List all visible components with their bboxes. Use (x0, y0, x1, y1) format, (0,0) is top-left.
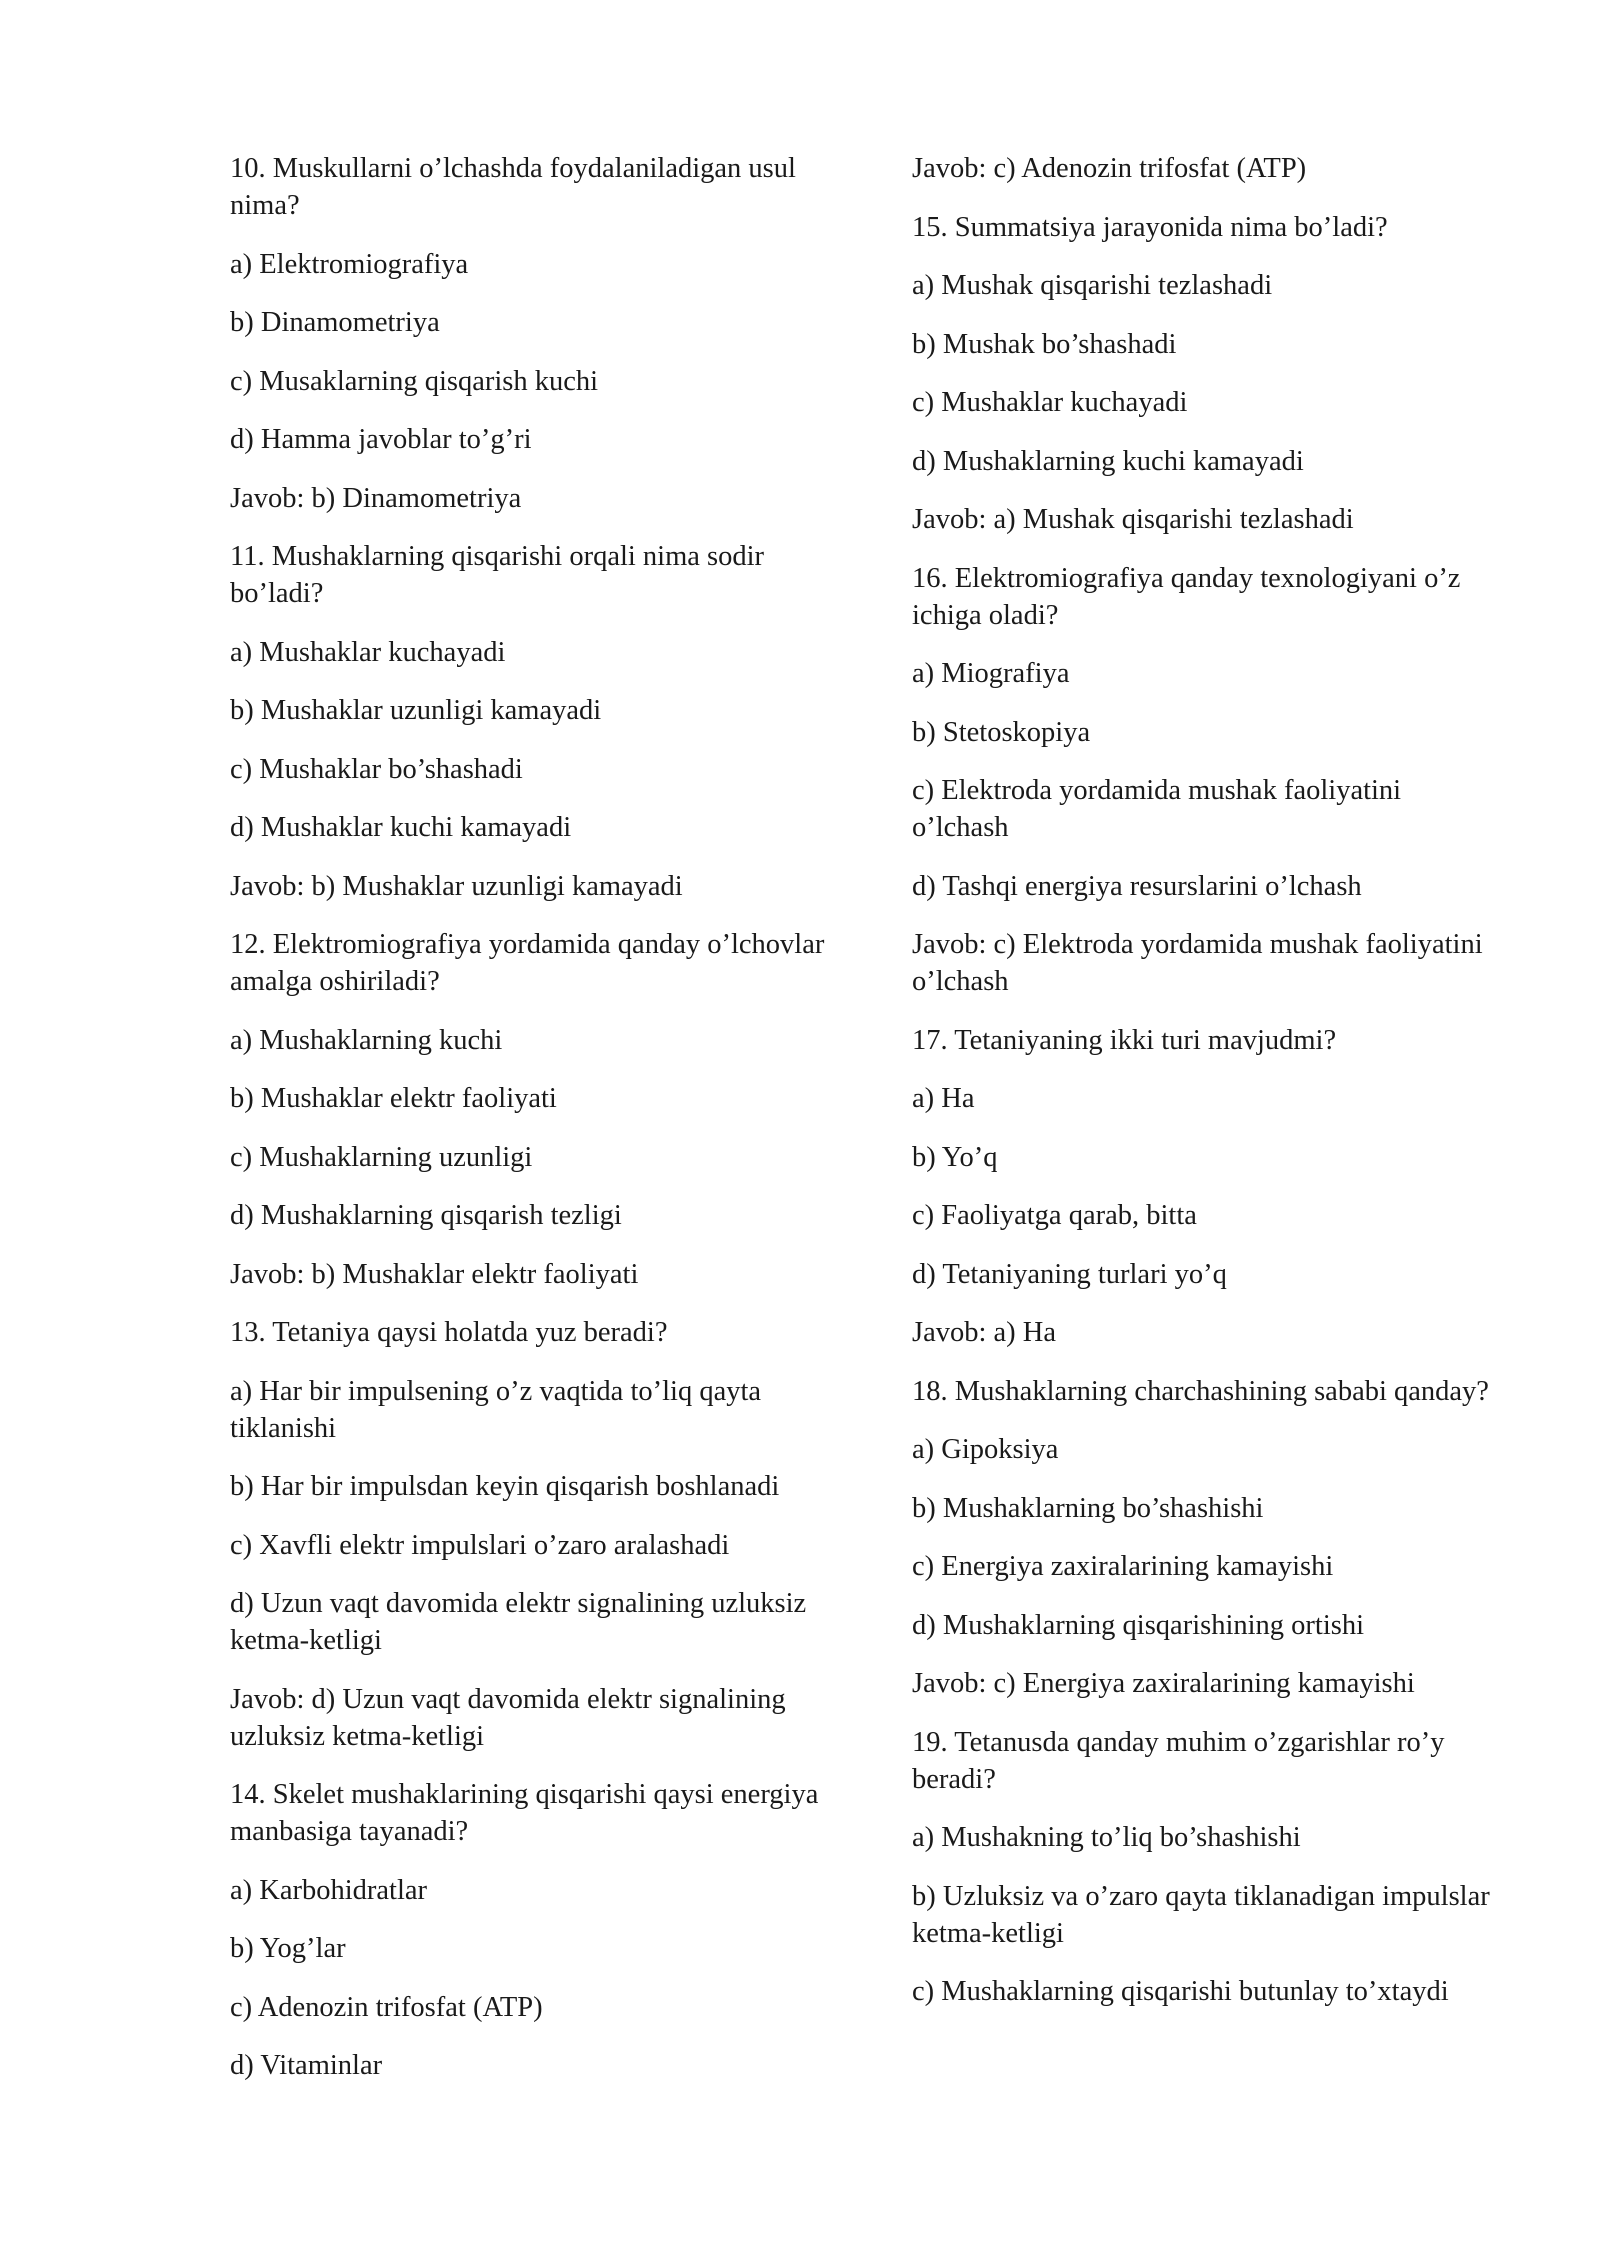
option-text: b) Mushaklarning bo’shashishi (912, 1492, 1264, 1524)
option-text: a) Mushaklar kuchayadi (230, 636, 506, 668)
option-text: a) Karbohidratlar (230, 1874, 428, 1906)
option-text: d) Hamma javoblar to’g’ri (230, 424, 532, 455)
option-text: b) Dinamometriya (230, 307, 440, 338)
option-text: d) Tashqi energiya resurslarini o’lchash (912, 870, 1362, 902)
option-text: c) Mushaklarning qisqarishi butunlay to’xtaydi (912, 1976, 1449, 2007)
option-text: a) Mushak qisqarishi tezlashadi (912, 270, 1273, 301)
option-text: d) Vitaminlar (230, 2050, 383, 2081)
option-text: d) Mushaklar kuchi kamayadi (230, 812, 572, 843)
option-text: d) Uzun vaqt davomida elektr signalining uzluksiz ketma-ketligi (230, 1588, 807, 1656)
option-text: a) Elektromiografiya (230, 248, 469, 280)
option-text: b) Mushaklar uzunligi kamayadi (230, 695, 602, 726)
question-text: 18. Mushaklarning charchashining sababi qanday? (912, 1375, 1489, 1407)
question-text: 13. Tetaniya qaysi holatda yuz beradi? (230, 1317, 668, 1348)
answer-text: Javob: a) Ha (912, 1317, 1057, 1348)
question-text: 12. Elektromiografiya yordamida qanday o’lchovlar amalga oshiriladi? (230, 929, 825, 997)
option-text: c) Faoliyatga qarab, bitta (912, 1200, 1197, 1231)
answer-text: Javob: a) Mushak qisqarishi tezlashadi (912, 504, 1354, 535)
answer-text: Javob: b) Mushaklar elektr faoliyati (230, 1258, 639, 1290)
option-text: a) Har bir impulsening o’z vaqtida to’liq qayta tiklanishi (230, 1375, 762, 1444)
option-text: a) Mushaklarning kuchi (230, 1024, 503, 1056)
answer-text: Javob: c) Energiya zaxiralarining kamayishi (912, 1668, 1415, 1699)
option-text: c) Mushaklar bo’shashadi (230, 753, 523, 785)
left-column (230, 150, 830, 2106)
option-text: d) Mushaklarning kuchi kamayadi (912, 445, 1304, 477)
option-text: a) Mushakning to’liq bo’shashishi (912, 1822, 1301, 1853)
question-text: 19. Tetanusda qanday muhim o’zgarishlar ro’y beradi? (912, 1726, 1445, 1795)
option-text: c) Elektroda yordamida mushak faoliyatini o’lchash (912, 775, 1402, 843)
question-text: 15. Summatsiya jarayonida nima bo’ladi? (912, 211, 1388, 243)
option-text: c) Energiya zaxiralarining kamayishi (912, 1551, 1334, 1582)
option-text: a) Ha (912, 1083, 975, 1114)
option-text: c) Adenozin trifosfat (ATP) (230, 1991, 543, 2023)
option-text: c) Mushaklarning uzunligi (230, 1141, 533, 1173)
option-text: d) Mushaklarning qisqarishining ortishi (912, 1609, 1365, 1641)
question-text: 11. Mushaklarning qisqarishi orqali nima sodir bo’ladi? (230, 541, 765, 609)
option-text: b) Mushak bo’shashadi (912, 328, 1177, 360)
option-text: a) Miografiya (912, 658, 1070, 689)
option-text: b) Yo’q (912, 1141, 998, 1173)
question-text: 17. Tetaniyaning ikki turi mavjudmi? (912, 1024, 1337, 1056)
option-text: c) Musaklarning qisqarish kuchi (230, 365, 599, 397)
question-text: 16. Elektromiografiya qanday texnologiyani o’z ichiga oladi? (912, 562, 1461, 631)
option-text: b) Yog’lar (230, 1933, 346, 1964)
answer-text: Javob: c) Adenozin trifosfat (ATP) (912, 153, 1307, 184)
option-text: a) Gipoksiya (912, 1434, 1059, 1465)
answer-text: Javob: d) Uzun vaqt davomida elektr signalining uzluksiz ketma-ketligi (230, 1683, 786, 1752)
option-text: b) Mushaklar elektr faoliyati (230, 1083, 557, 1114)
option-text: b) Stetoskopiya (912, 716, 1091, 748)
option-text: b) Uzluksiz va o’zaro qayta tiklanadigan impulslar ketma-ketligi (912, 1880, 1490, 1949)
option-text: c) Mushaklar kuchayadi (912, 387, 1188, 418)
question-text: 10. Muskullarni o’lchashda foydalaniladigan usul nima? (230, 153, 796, 221)
option-text: c) Xavfli elektr impulslari o’zaro aralashadi (230, 1529, 730, 1561)
answer-text: Javob: b) Dinamometriya (230, 482, 522, 514)
option-text: d) Mushaklarning qisqarish tezligi (230, 1200, 622, 1231)
option-text: b) Har bir impulsdan keyin qisqarish boshlanadi (230, 1471, 780, 1502)
answer-text: Javob: b) Mushaklar uzunligi kamayadi (230, 870, 683, 902)
answer-text: Javob: c) Elektroda yordamida mushak faoliyatini o’lchash (912, 929, 1483, 997)
right-column (912, 150, 1502, 2032)
question-text: 14. Skelet mushaklarining qisqarishi qaysi energiya manbasiga tayanadi? (230, 1779, 819, 1847)
option-text: d) Tetaniyaning turlari yo’q (912, 1258, 1227, 1290)
